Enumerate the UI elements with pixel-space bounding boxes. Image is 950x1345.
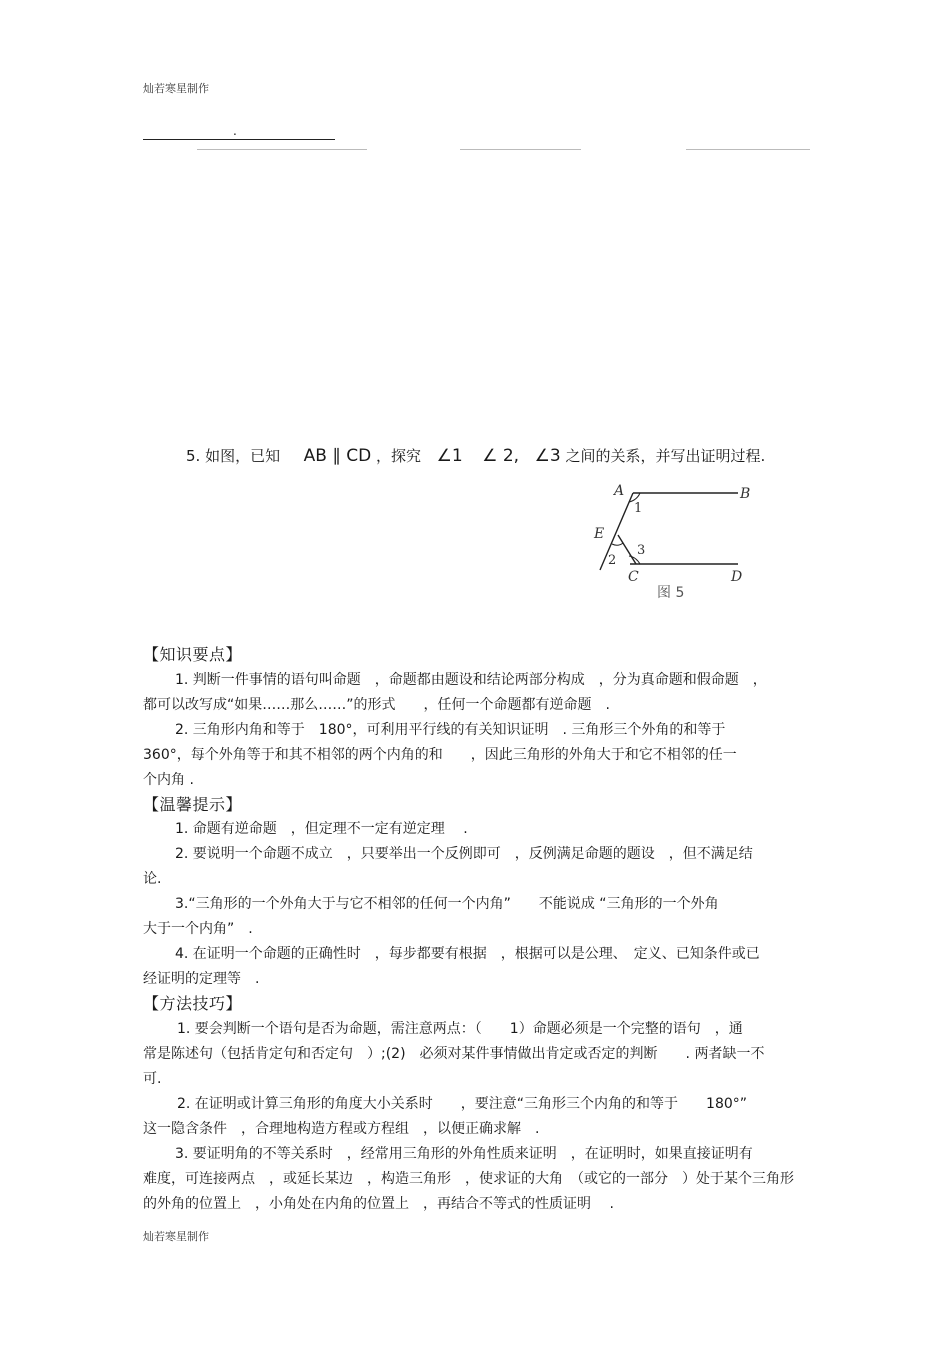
label-e: E — [594, 526, 605, 542]
question-5 — [186, 445, 765, 466]
section-title-methods: 【方法技巧】 — [143, 994, 243, 1013]
method-item-2: 2. 在证明或计算三角形的角度大小关系时 ，要注意“三角形三个内角的和等于 180°” 这一隐含条件 ，合理地构造方程或方程组 ，以便正确求解 . — [143, 1096, 748, 1137]
label-angle-1: 1 — [634, 501, 643, 516]
tip-item-1: 1. 命题有逆命题 ，但定理不一定有逆定理 . — [175, 821, 468, 837]
faint-rule — [197, 149, 367, 150]
faint-rule — [460, 149, 581, 150]
angle-2-arc — [612, 543, 623, 545]
method-item-1: 1. 要会判断一个语句是否为命题，需注意两点：（ 1）命题必须是一个完整的语句 ，通 常是陈述句（包括肯定句和否定句 ）;(2) 必须对某件事情做出肯定或否定的判断 . 两者缺一不 可. — [143, 1021, 765, 1087]
method-item-3: 3. 要证明角的不等关系时 ，经常用三角形的外角性质来证明 ，在证明时，如果直接证明有 难度，可连接两点 ，或延长某边 ，构造三角形 ，使求证的大角 （或它的一部分 ）处于某个三角形 的外角的位置上 ，小角处在内角的位置上 ，再结合不等式的性质证明 . — [143, 1146, 794, 1212]
blank-dot: . — [233, 124, 237, 138]
tip-item-3: 3.“三角形的一个外角大于与它不相邻的任何一个内角” 不能说成 “三角形的一个外角 大于一个内角” . — [143, 896, 719, 937]
section-title-knowledge: 【知识要点】 — [143, 645, 243, 664]
question-prefix: 5. 如图，已知 — [186, 447, 281, 465]
figure-caption: 图 5 — [657, 585, 685, 601]
blank-line — [143, 139, 335, 140]
label-angle-3: 3 — [637, 543, 646, 558]
knowledge-item-1: 1. 判断一件事情的语句叫命题 ，命题都由题设和结论两部分构成 ，分为真命题和假命题 ， 都可以改写成“如果……那么……”的形式 ，任何一个命题都有逆命题 . — [143, 672, 767, 713]
section-title-tips: 【温馨提示】 — [143, 795, 243, 814]
faint-rule — [686, 149, 810, 150]
label-a: A — [614, 483, 625, 499]
angle-1: ∠1 — [436, 446, 463, 466]
label-c: C — [628, 569, 639, 585]
footer-watermark: 灿若寒星制作 — [143, 1230, 209, 1243]
knowledge-item-2: 2. 三角形内角和等于 180°，可利用平行线的有关知识证明 . 三角形三个外角的和等于 360°，每个外角等于和其不相邻的两个内角的和 ，因此三角形的外角大于和它不相邻的任一 个内角 . — [143, 722, 737, 788]
question-suffix: 之间的关系，并写出证明过程. — [565, 447, 766, 465]
label-d: D — [731, 569, 743, 585]
tip-item-2: 2. 要说明一个命题不成立 ，只要举出一个反例即可 ，反例满足命题的题设 ，但不满足结 论. — [143, 846, 753, 887]
given-statement: AB ∥ CD — [303, 446, 372, 466]
line-ec — [618, 535, 636, 564]
angle-3: ∠3 — [534, 446, 561, 466]
geometry-figure — [580, 478, 770, 608]
label-angle-2: 2 — [608, 553, 617, 568]
tip-item-4: 4. 在证明一个命题的正确性时 ，每步都要有根据 ，根据可以是公理、 定义、已知条件或已 经证明的定理等 . — [143, 946, 760, 987]
question-mid: ，探究 — [376, 447, 422, 465]
angle-2: ∠ 2, — [482, 446, 520, 466]
header-watermark: 灿若寒星制作 — [143, 82, 209, 95]
line-ae — [600, 493, 633, 570]
label-b: B — [740, 486, 751, 502]
